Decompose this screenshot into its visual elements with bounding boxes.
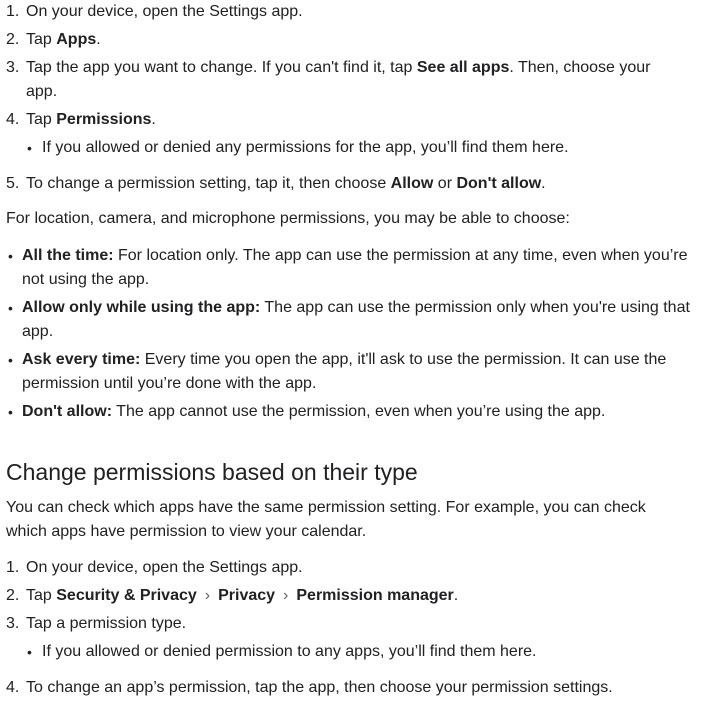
- option-desc: The app can use the permission only when you're using that: [260, 299, 690, 316]
- step-text-mid: or: [433, 175, 457, 192]
- option-desc: For location only. The app can use the permission at any time, even when you’re: [113, 247, 688, 264]
- step-number: 2.: [6, 587, 20, 604]
- bullet-icon: •: [8, 248, 13, 264]
- section-para-text: You can check which apps have the same permission setting. For example, you can check: [6, 499, 646, 516]
- bullet-icon: •: [8, 404, 13, 420]
- step-text: [26, 585, 458, 607]
- step-text-pre: Tap the app you want to change. If you can't find it, tap: [26, 59, 417, 76]
- step-number: 4.: [6, 111, 20, 128]
- bullet-icon: •: [27, 644, 32, 660]
- option-text: [22, 245, 688, 267]
- option-text: [22, 401, 605, 423]
- option-desc-cont: permission until you’re done with the app.: [22, 375, 317, 392]
- option-label: Ask every time:: [22, 351, 141, 368]
- step-bold: Apps: [56, 31, 97, 48]
- bullet-icon: •: [8, 352, 13, 368]
- step-text: On your device, open the Settings app.: [26, 559, 303, 576]
- step-bold: Permissions: [56, 111, 152, 128]
- bullet-icon: •: [8, 300, 13, 316]
- step-text: On your device, open the Settings app.: [26, 3, 303, 20]
- step-text: To change an app’s permission, tap the app, then choose your permission settings.: [26, 679, 613, 696]
- path-security-privacy: Security & Privacy: [56, 587, 197, 604]
- option-desc: Every time you open the app, it'll ask to use the permission. It can use the: [140, 351, 667, 368]
- step-bold: See all apps: [416, 59, 510, 76]
- sub-bullet-text: If you allowed or denied any permissions for the app, you’ll find them here.: [42, 139, 569, 156]
- intro-text: For location, camera, and microphone permissions, you may be able to choose:: [6, 210, 570, 227]
- step-text-post: .: [151, 111, 156, 128]
- step-text: Tap a permission type.: [26, 615, 187, 632]
- step-text-post: .: [96, 31, 101, 48]
- step-text-post: .: [453, 587, 459, 604]
- step-bold: Don't allow: [456, 175, 542, 192]
- step-number: 4.: [6, 679, 20, 696]
- step-number: 5.: [6, 175, 20, 192]
- option-desc: The app cannot use the permission, even when you’re using the app.: [112, 403, 606, 420]
- step-text-pre: Tap: [26, 31, 57, 48]
- option-desc-cont: app.: [22, 323, 54, 340]
- step-text: [26, 173, 546, 195]
- path-privacy: Privacy: [218, 587, 276, 604]
- step-number: 1.: [6, 3, 20, 20]
- step-text-post: . Then, choose your: [509, 59, 651, 76]
- step-number: 3.: [6, 59, 20, 76]
- option-label: Allow only while using the app:: [22, 299, 261, 316]
- step-text-post: .: [541, 175, 546, 192]
- section-heading: Change permissions based on their type: [6, 459, 418, 485]
- step-text: [26, 29, 101, 51]
- step-number: 2.: [6, 31, 20, 48]
- chevron-right-icon: ›: [283, 587, 289, 604]
- path-permission-manager: Permission manager: [296, 587, 454, 604]
- sub-bullet-text: If you allowed or denied permission to any apps, you’ll find them here.: [42, 643, 537, 660]
- step-text: [26, 57, 651, 79]
- option-text: [22, 297, 690, 319]
- option-label: Don't allow:: [22, 403, 113, 420]
- step-text-pre: Tap: [26, 111, 57, 128]
- option-label: All the time:: [22, 247, 114, 264]
- section-para-text: which apps have permission to view your calendar.: [6, 523, 367, 540]
- step-number: 3.: [6, 615, 20, 632]
- step-text-pre: Tap: [26, 587, 57, 604]
- option-text: [22, 349, 666, 371]
- chevron-right-icon: ›: [204, 587, 211, 604]
- step-text-cont: app.: [26, 83, 58, 100]
- option-desc-cont: not using the app.: [22, 271, 150, 288]
- step-text: [26, 109, 156, 131]
- step-text-pre: To change a permission setting, tap it, then choose: [26, 175, 391, 192]
- bullet-icon: •: [27, 140, 32, 156]
- step-number: 1.: [6, 559, 20, 576]
- step-bold: Allow: [390, 175, 434, 192]
